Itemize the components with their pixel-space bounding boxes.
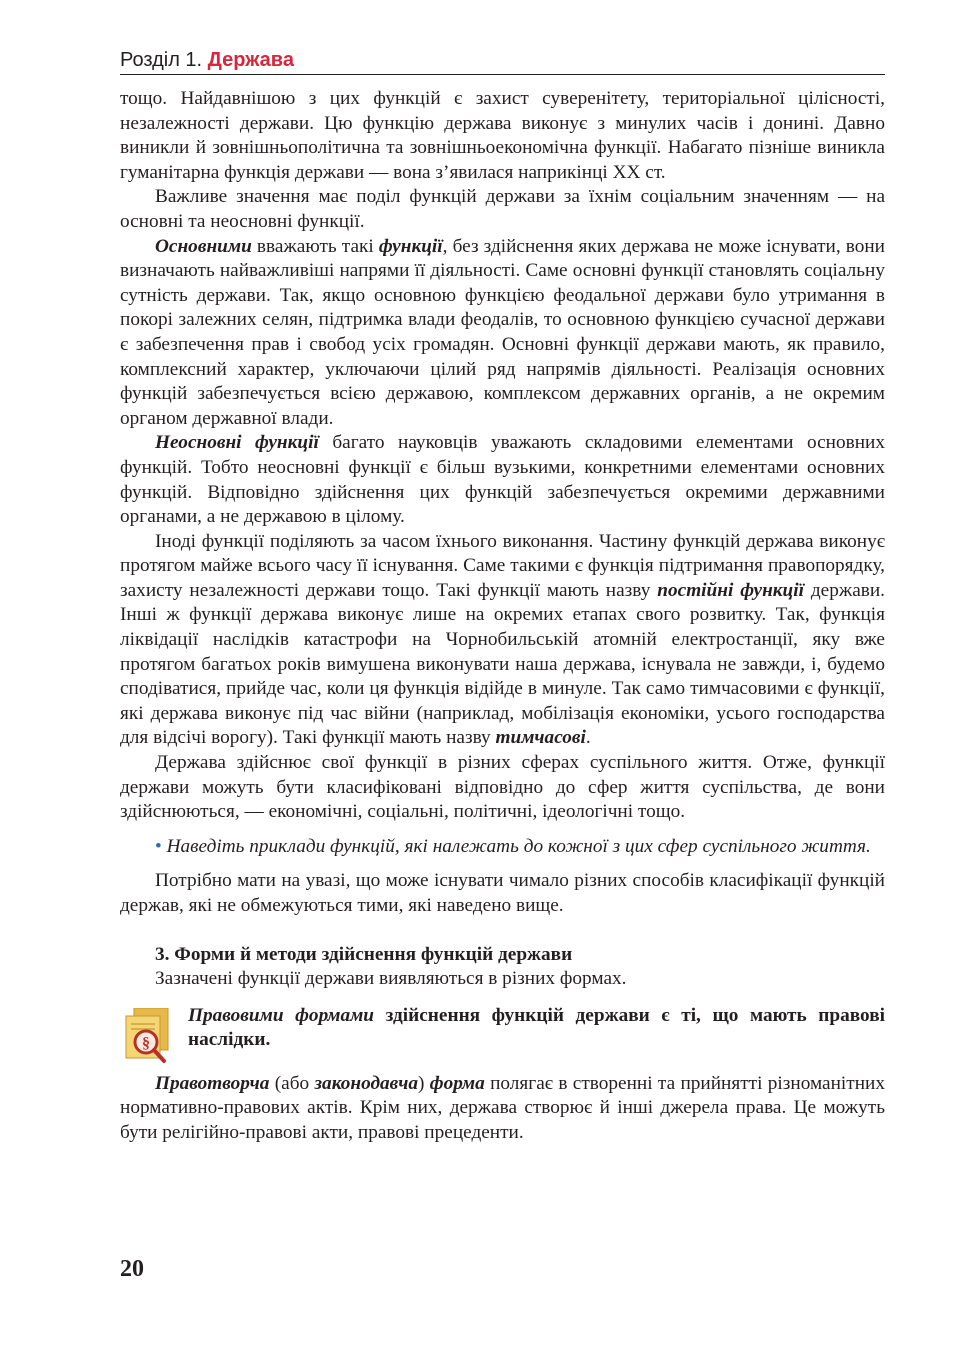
text-span: держави. Інші ж функції держава виконує лише на окремих етапах свого розвитку. Так, функція ліквідації наслідків катастрофи на Чорнобильській атомній електростанції, яку вже протягом багатьох років вимушена виконувати наша держава, існувала не завжди, і, будемо сподіватися, прийде час, коли ця функція відійде в минуле. Так само тимчасовими є функції, які держава виконує під час війни (наприклад, мобілізація економіки, усього господарства для відсічі ворогу). Такі функції мають назву [120,579,885,749]
paragraph [120,530,885,751]
paragraph: Важливе значення має поділ функцій держави за їхнім соціальним значенням — на основні та неосновні функції. [120,186,885,232]
term-form: форма [429,1072,485,1094]
term-temporary: тимчасові [495,727,586,749]
bullet-icon: • [155,835,162,857]
law-document-icon [122,1008,176,1066]
legal-forms-callout [120,1004,885,1066]
text-span: полягає в створенні та прийнятті різноманітних нормативно-правових актів. Крім них, держава створює й інші джерела права. Це можуть бути релігійно-правові акти, правові прецеденти. [120,1072,885,1143]
term-legislative: законодавча [314,1072,419,1094]
paragraph: тощо. Найдавнішою з цих функцій є захист суверенітету, територіальної цілісності, незалежності держави. Цю функцію держава виконує з минулих часів і донині. Давно виникли й зовнішньополітична та зовнішньоекономічна функції. Набагато пізніше виникла гуманітарна функція держави — вона з’явилася наприкінці XX ст. [120,88,885,183]
section-heading: 3. Форми й методи здійснення функцій держави [155,943,573,965]
term-functions: функції [378,235,443,257]
page-header [120,46,885,75]
paragraph: Держава здійснює свої функції в різних сферах суспільного життя. Отже, функції держави можуть бути класифіковані відповідно до сфер життя суспільства, де вони здійснюються, — економічні, соціальні, політичні, ідеологічні тощо. [120,752,885,823]
text-span: вважають такі [251,235,379,257]
paragraph [120,235,885,432]
legal-forms-definition [188,1004,885,1053]
paragraph: Зазначені функції держави виявляються в різних формах. [155,968,627,990]
paragraph [120,1072,885,1146]
text-span: ) [418,1072,430,1094]
term-permanent: постійні функції [657,579,804,601]
text-span: . [585,727,591,749]
paragraph [120,431,885,529]
section-prefix: Розділ 1. [120,49,203,71]
term-lawmaking: Правотворча [155,1072,270,1094]
text-span: , без здійснення яких держава не може існувати, вони визначають найважливіші напрями її діяльності. Саме основні функції становлять соціальну сутність держави. Так, якщо основною функцією феодальної держави було утримання в покорі залежних селян, підтримка влади феодалів, то основною функцією сучасної держави є забезпечення прав і свобод усіх громадян. Основні функції держави мають, як правило, комплексний характер, уключаючи цілий ряд напрямів діяльності. Реалізація основних функцій забезпечується всією державою, комплексом державних органів, а не окремим органом державної влади. [120,235,886,429]
question-prompt [120,835,885,860]
section-title: Держава [207,49,294,71]
svg-text:§: § [142,1034,150,1052]
term-nonbasic: Неосновні функції [155,432,319,454]
text-span: (або [269,1072,315,1094]
paragraph: Потрібно мати на увазі, що може існувати чимало різних способів класифікації функцій держав, які не обмежуються тими, які наведено вище. [120,870,885,916]
page-number: 20 [120,1256,144,1282]
term-basic: Основними [155,235,252,257]
main-content [120,87,885,1146]
question-text: Наведіть приклади функцій, які належать до кожної з цих сфер суспільного життя. [166,835,871,857]
text-span: Іноді функції поділяють за часом їхнього виконання. Частину функцій держава виконує протягом майже всього часу її існування. Саме такими є функція підтримання правопорядку, захисту незалежності держави тощо. Такі функції мають назву [120,530,885,601]
term-legal-forms: Правовими формами [188,1004,375,1026]
text-span: здійснення функцій держави є ті, що мають правові наслідки. [188,1004,885,1051]
text-span: багато науковців уважають складовими елементами основних функцій. Тобто неосновні функції є більш вузькими, конкретними елементами основних функцій. Відповідно здійснення цих функцій забезпечується окремими державними органами, а не державою в цілому. [120,432,885,528]
